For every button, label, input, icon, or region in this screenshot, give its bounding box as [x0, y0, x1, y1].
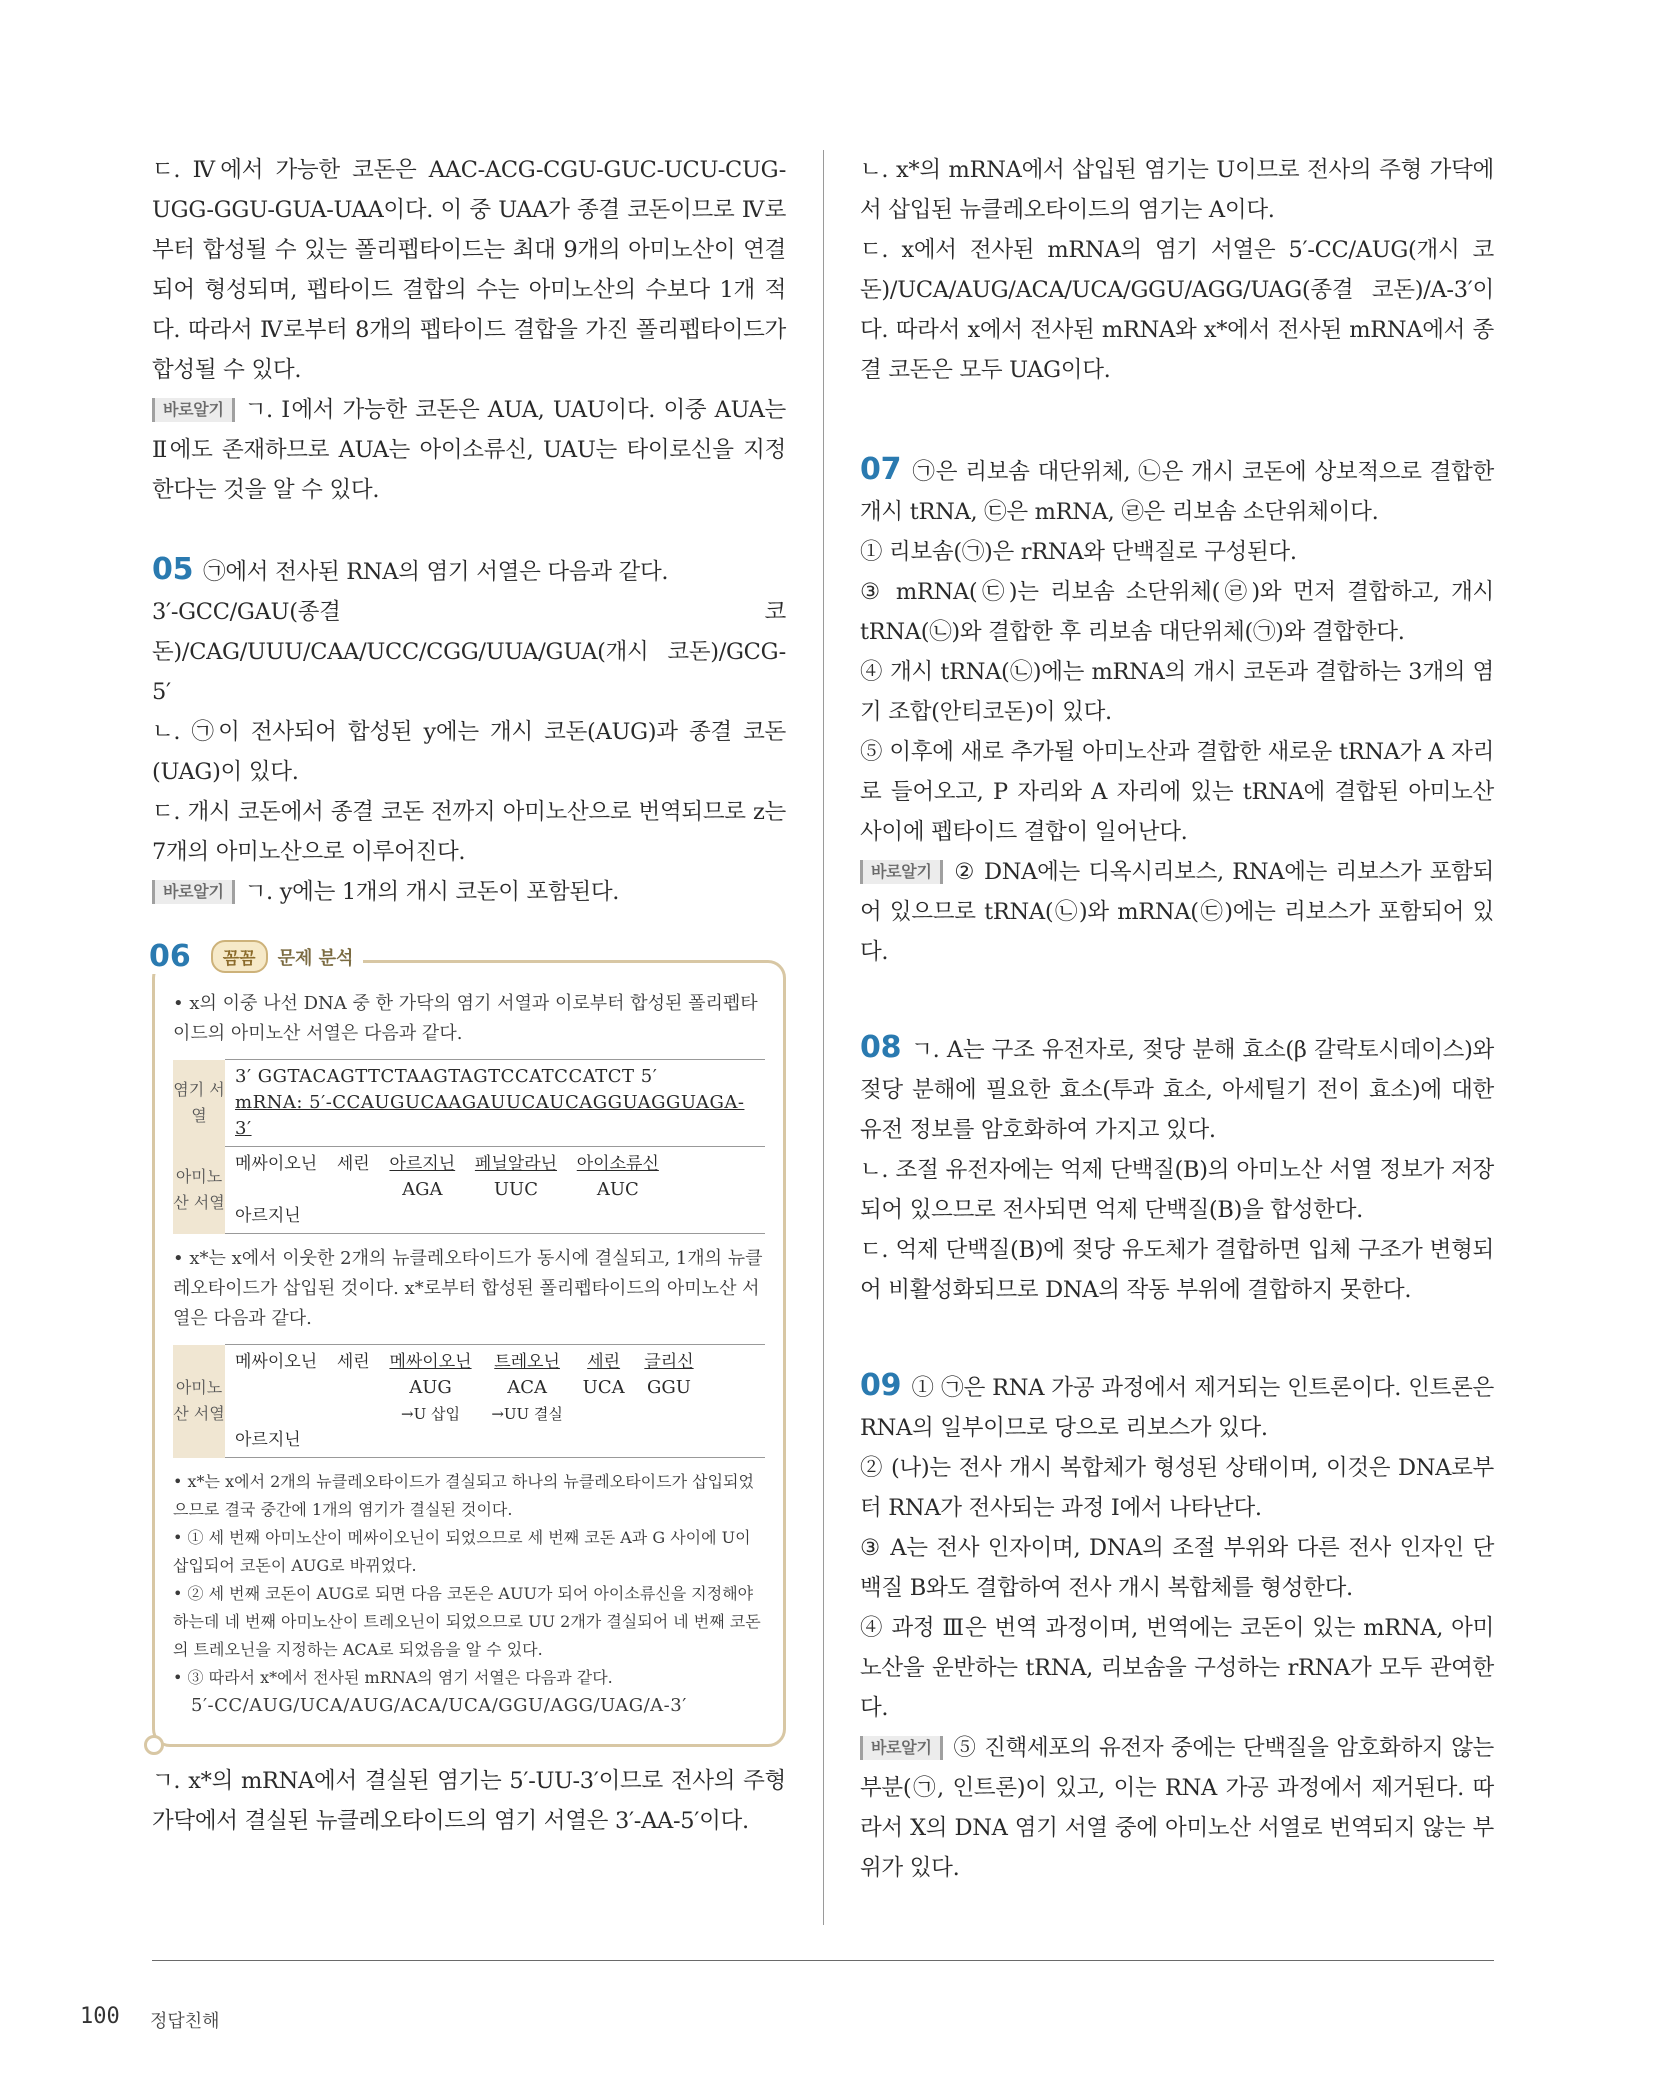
q08-c: ㄷ. 억제 단백질(B)에 젖당 유도체가 결합하면 입체 구조가 변형되어 비활성화되므로 DNA의 작동 부위에 결합하지 못한다.: [860, 1237, 1494, 1303]
q09-option-4: ④ 과정 Ⅲ은 번역 과정이며, 번역에는 코돈이 있는 mRNA, 아미노산을 운반하는 tRNA, 리보솜을 구성하는 rRNA가 모두 관여한다.: [860, 1615, 1494, 1721]
amino-acid: 세린 UCA: [582, 1352, 625, 1398]
amino-acid: 아르지닌: [235, 1206, 301, 1226]
badge: 꼼꼼: [211, 940, 268, 973]
q09-correction: 바로알기 ⑤ 진핵세포의 유전자 중에는 단백질을 암호화하지 않는 부분(㉠, 인트론)이 있고, 이는 RNA 가공 과정에서 제거된다. 따라서 X의 DNA 염기 서열 중에 아미노산 서열로 번역되지 않는 부위가 있다.: [860, 1735, 1494, 1881]
box-note-1: • x*는 x에서 2개의 뉴클레오타이드가 결실되고 하나의 뉴클레오타이드가 삽입되었으므로 결국 중간에 1개의 염기가 결실된 것이다.: [173, 1472, 754, 1519]
q08-a: 08 ㄱ. A는 구조 유전자로, 젖당 분해 효소(β 갈락토시데이스)와 젖당 분해에 필요한 효소(투과 효소, 아세틸기 전이 효소)에 대한 유전 정보를 암호화하여 가지고 있다.: [860, 1030, 1494, 1143]
q09-option-1: 09 ① ㉠은 RNA 가공 과정에서 제거되는 인트론이다. 인트론은 RNA의 일부이므로 당으로 리보스가 있다.: [860, 1368, 1494, 1441]
box-corner-dot: [144, 1735, 164, 1755]
box-note-2: • ① 세 번째 아미노산이 메싸이오닌이 되었으므로 세 번째 코돈 A과 G 사이에 U이 삽입되어 코돈이 AUG로 바뀌었다.: [173, 1528, 751, 1575]
q07-correction: 바로알기 ② DNA에는 디옥시리보스, RNA에는 리보스가 포함되어 있으므로 tRNA(㉡)와 mRNA(㉢)에는 리보스가 포함되어 있다.: [860, 859, 1494, 965]
right-column: [860, 150, 1494, 1888]
q05-sequence: 3′-GCC/GAU(종결 코돈)/CAG/UUU/CAA/UCC/CGG/UUA/GUA(개시 코돈)/GCG-5′: [152, 599, 786, 705]
amino-acid: 메싸이오닌 AUG →U 삽입: [389, 1349, 471, 1427]
q07-intro: 07 ㉠은 리보솜 대단위체, ㉡은 개시 코돈에 상보적으로 결합한 개시 tRNA, ㉢은 mRNA, ㉣은 리보솜 소단위체이다.: [860, 452, 1494, 525]
q05-intro: 05 ㉠에서 전사된 RNA의 염기 서열은 다음과 같다.: [152, 552, 669, 587]
q05-c: ㄷ. 개시 코돈에서 종결 코돈 전까지 아미노산으로 번역되므로 z는 7개의 아미노산으로 이루어진다.: [152, 799, 786, 865]
q07-option-5: ⑤ 이후에 새로 추가될 아미노산과 결합한 새로운 tRNA가 A 자리로 들어오고, P 자리와 A 자리에 있는 tRNA에 결합된 아미노산 사이에 펩타이드 결합이 일어난다.: [860, 739, 1494, 845]
q06-b: ㄴ. x*의 mRNA에서 삽입된 염기는 U이므로 전사의 주형 가닥에서 삽입된 뉴클레오타이드의 염기는 A이다.: [860, 157, 1494, 223]
amino-acid-cell: [225, 1345, 765, 1458]
box-bullet-2: • x*는 x에서 이웃한 2개의 뉴클레오타이드가 동시에 결실되고, 1개의 뉴클레오타이드가 삽입된 것이다. x*로부터 합성된 폴리펩타이드의 아미노산 서열은 다음과 같다.: [173, 1248, 763, 1329]
amino-acid: 메싸이오닌: [235, 1352, 318, 1372]
q05-correction: 바로알기 ㄱ. y에는 1개의 개시 코돈이 포함된다.: [152, 872, 786, 912]
book-section: 정답친해: [150, 2011, 220, 2032]
q05-b: ㄴ. ㉠이 전사되어 합성된 y에는 개시 코돈(AUG)과 종결 코돈(UAG)이 있다.: [152, 719, 786, 785]
correction-tag: 바로알기: [152, 880, 235, 904]
correction-tag: 바로알기: [860, 1736, 943, 1760]
amino-acid: 세린: [336, 1352, 370, 1372]
box-bullet-1: • x의 이중 나선 DNA 중 한 가닥의 염기 서열과 이로부터 합성된 폴리펩타이드의 아미노산 서열은 다음과 같다.: [173, 993, 758, 1044]
correction-tag: 바로알기: [152, 398, 235, 422]
q04-c: ㄷ. Ⅳ에서 가능한 코돈은 AAC-ACG-CGU-GUC-UCU-CUG-UGG-GGU-GUA-UAA이다. 이 중 UAA가 종결 코돈이므로 Ⅳ로부터 합성될 수 있는 폴리펩타이드는 최대 9개의 아미노산이 연결되어 형성되며, 펩타이드 결합의 수는 아미노산의 수보다 1개 적다. 따라서 Ⅳ로부터 8개의 펩타이드 결합을 가진 폴리펩타이드가 합성될 수 있다.: [152, 157, 786, 383]
row-label: 염기 서열: [173, 1060, 225, 1147]
question-number: 07: [860, 452, 902, 487]
box-note-3: • ② 세 번째 코돈이 AUG로 되면 다음 코돈은 AUU가 되어 아이소류신을 지정해야 하는데 네 번째 아미노산이 트레오닌이 되었으므로 UU 2개가 결실되어 네 번째 코돈의 트레오닌을 지정하는 ACA로 되었음을 알 수 있다.: [173, 1584, 761, 1659]
dna-template-strand: 3′ GGTACAGTTCTAAGTAGTCCATCCATCT 5′: [235, 1066, 658, 1087]
question-number: 09: [860, 1368, 902, 1403]
question-number: 05: [152, 552, 194, 587]
q07-option-4: ④ 개시 tRNA(㉡)에는 mRNA의 개시 코돈과 결합하는 3개의 염기 조합(안티코돈)이 있다.: [860, 659, 1494, 725]
sequence-table-x: [173, 1059, 765, 1234]
box-header: [149, 939, 363, 974]
insertion-note: →U 삽입: [401, 1405, 460, 1423]
question-number: 08: [860, 1030, 902, 1065]
q07-option-3: ③ mRNA(㉢)는 리보솜 소단위체(㉣)와 먼저 결합하고, 개시 tRNA(㉡)와 결합한 후 리보솜 대단위체(㉠)와 결합한다.: [860, 579, 1494, 645]
amino-acid-cell: [225, 1147, 765, 1234]
sequence-table-x-star: [173, 1344, 765, 1458]
box-note-4: • ③ 따라서 x*에서 전사된 mRNA의 염기 서열은 다음과 같다.: [173, 1668, 613, 1687]
footer-rule: [152, 1960, 1494, 1961]
column-divider: [823, 150, 824, 1925]
q07-option-1: ① 리보솜(㉠)은 rRNA와 단백질로 구성된다.: [860, 539, 1297, 565]
amino-acid: 세린: [336, 1154, 370, 1174]
amino-acid: 아르지닌: [235, 1430, 301, 1450]
q09-option-2: ② (나)는 전사 개시 복합체가 형성된 상태이며, 이것은 DNA로부터 RNA가 전사되는 과정 Ⅰ에서 나타난다.: [860, 1455, 1494, 1521]
q09-option-3: ③ A는 전사 인자이며, DNA의 조절 부위와 다른 전사 인자인 단백질 B와도 결합하여 전사 개시 복합체를 형성한다.: [860, 1535, 1494, 1601]
q08-b: ㄴ. 조절 유전자에는 억제 단백질(B)의 아미노산 서열 정보가 저장되어 있으므로 전사되면 억제 단백질(B)을 합성한다.: [860, 1157, 1494, 1223]
q06-c: ㄷ. x에서 전사된 mRNA의 염기 서열은 5′-CC/AUG(개시 코돈)/UCA/AUG/ACA/UCA/GGU/AGG/UAG(종결 코돈)/A-3′이다. 따라서 x에서 전사된 mRNA와 x*에서 전사된 mRNA에서 종결 코돈은 모두 UAG이다.: [860, 237, 1494, 383]
analysis-box: [149, 939, 786, 1747]
box-note-4-sequence: 5′-CC/AUG/UCA/AUG/ACA/UCA/GGU/AGG/UAG/A-3′: [191, 1695, 687, 1716]
amino-acid: 아르지닌 AGA: [389, 1154, 456, 1200]
deletion-note: →UU 결실: [491, 1405, 563, 1423]
q04-correction: 바로알기 ㄱ. Ⅰ에서 가능한 코돈은 AUA, UAU이다. 이중 AUA는 Ⅱ에도 존재하므로 AUA는 아이소류신, UAU는 타이로신을 지정한다는 것을 알 수 있다.: [152, 397, 786, 503]
amino-acid: 페닐알라닌 UUC: [474, 1154, 558, 1200]
page-number: 100: [80, 2004, 120, 2029]
left-column: [149, 150, 786, 1841]
correction-tag: 바로알기: [860, 860, 943, 884]
amino-acid: 글리신 GGU: [644, 1352, 694, 1398]
amino-acid: 트레오닌 ACA →UU 결실: [491, 1349, 563, 1427]
q06-a: ㄱ. x*의 mRNA에서 결실된 염기는 5′-UU-3′이므로 전사의 주형 가닥에서 결실된 뉴클레오타이드의 염기 서열은 3′-AA-5′이다.: [152, 1768, 786, 1834]
mrna-sequence: mRNA: 5′-CCAUGUCAAGAUUCAUCAGGUAGGUAGA-3′: [235, 1092, 745, 1139]
dna-sequence-cell: [225, 1060, 765, 1147]
row-label: 아미노산 서열: [173, 1147, 225, 1234]
amino-acid: 메싸이오닌: [235, 1154, 318, 1174]
row-label: 아미노산 서열: [173, 1345, 225, 1458]
question-number: 06: [149, 939, 191, 974]
amino-acid: 아이소류신 AUC: [576, 1154, 659, 1200]
box-title: 문제 분석: [277, 947, 354, 969]
